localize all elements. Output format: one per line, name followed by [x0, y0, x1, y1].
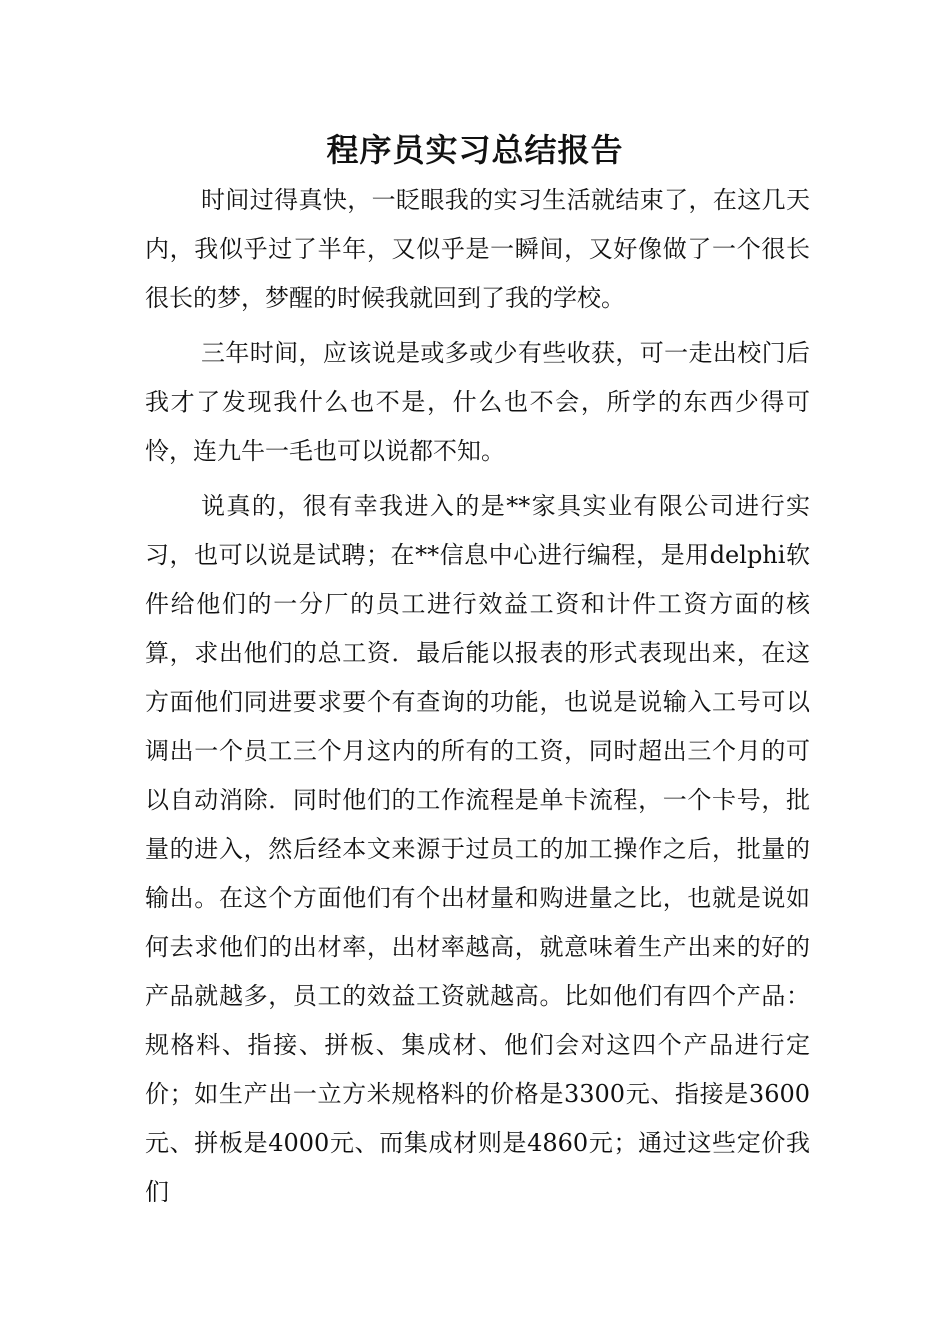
paragraph-2: 三年时间，应该说是或多或少有些收获，可一走出校门后我才了发现我什么也不是，什么也不会，所学的东西少得可怜，连九牛一毛也可以说都不知。 — [145, 339, 810, 465]
paragraph-3: 说真的，很有幸我进入的是**家具实业有限公司进行实习，也可以说是试聘；在**信息中心进行编程，是用delphi软件给他们的一分厂的员工进行效益工资和计件工资方面的核算，求出他们的总工资．最后能以报表的形式表现出来，在这方面他们同进要求要个有查询的功能，也说是说输入工号可以调出一个员工三个月这内的所有的工资，同时超出三个月的可以自动消除．同时他们的工作流程是单卡流程，一个卡号，批量的进入，然后经本文来源于过员工的加工操作之后，批量的输出。在这个方面他们有个出材量和购进量之比，也就是说如何去求他们的出材率，出材率越高，就意味着生产出来的好的产品就越多，员工的效益工资就越高。比如他们有四个产品：规格料、指接、拼板、集成材、他们会对这四个产品进行定价；如生产出一立方米规格料的价格是3300元、指接是3600元、拼板是4000元、而集成材则是4860元；通过这些定价我们 — [145, 492, 810, 1206]
document-body — [145, 176, 810, 1217]
paragraph-1: 时间过得真快，一眨眼我的实习生活就结束了，在这几天内，我似乎过了半年，又似乎是一瞬间，又好像做了一个很长很长的梦，梦醒的时候我就回到了我的学校。 — [145, 186, 810, 312]
document-title: 程序员实习总结报告 — [326, 131, 624, 169]
